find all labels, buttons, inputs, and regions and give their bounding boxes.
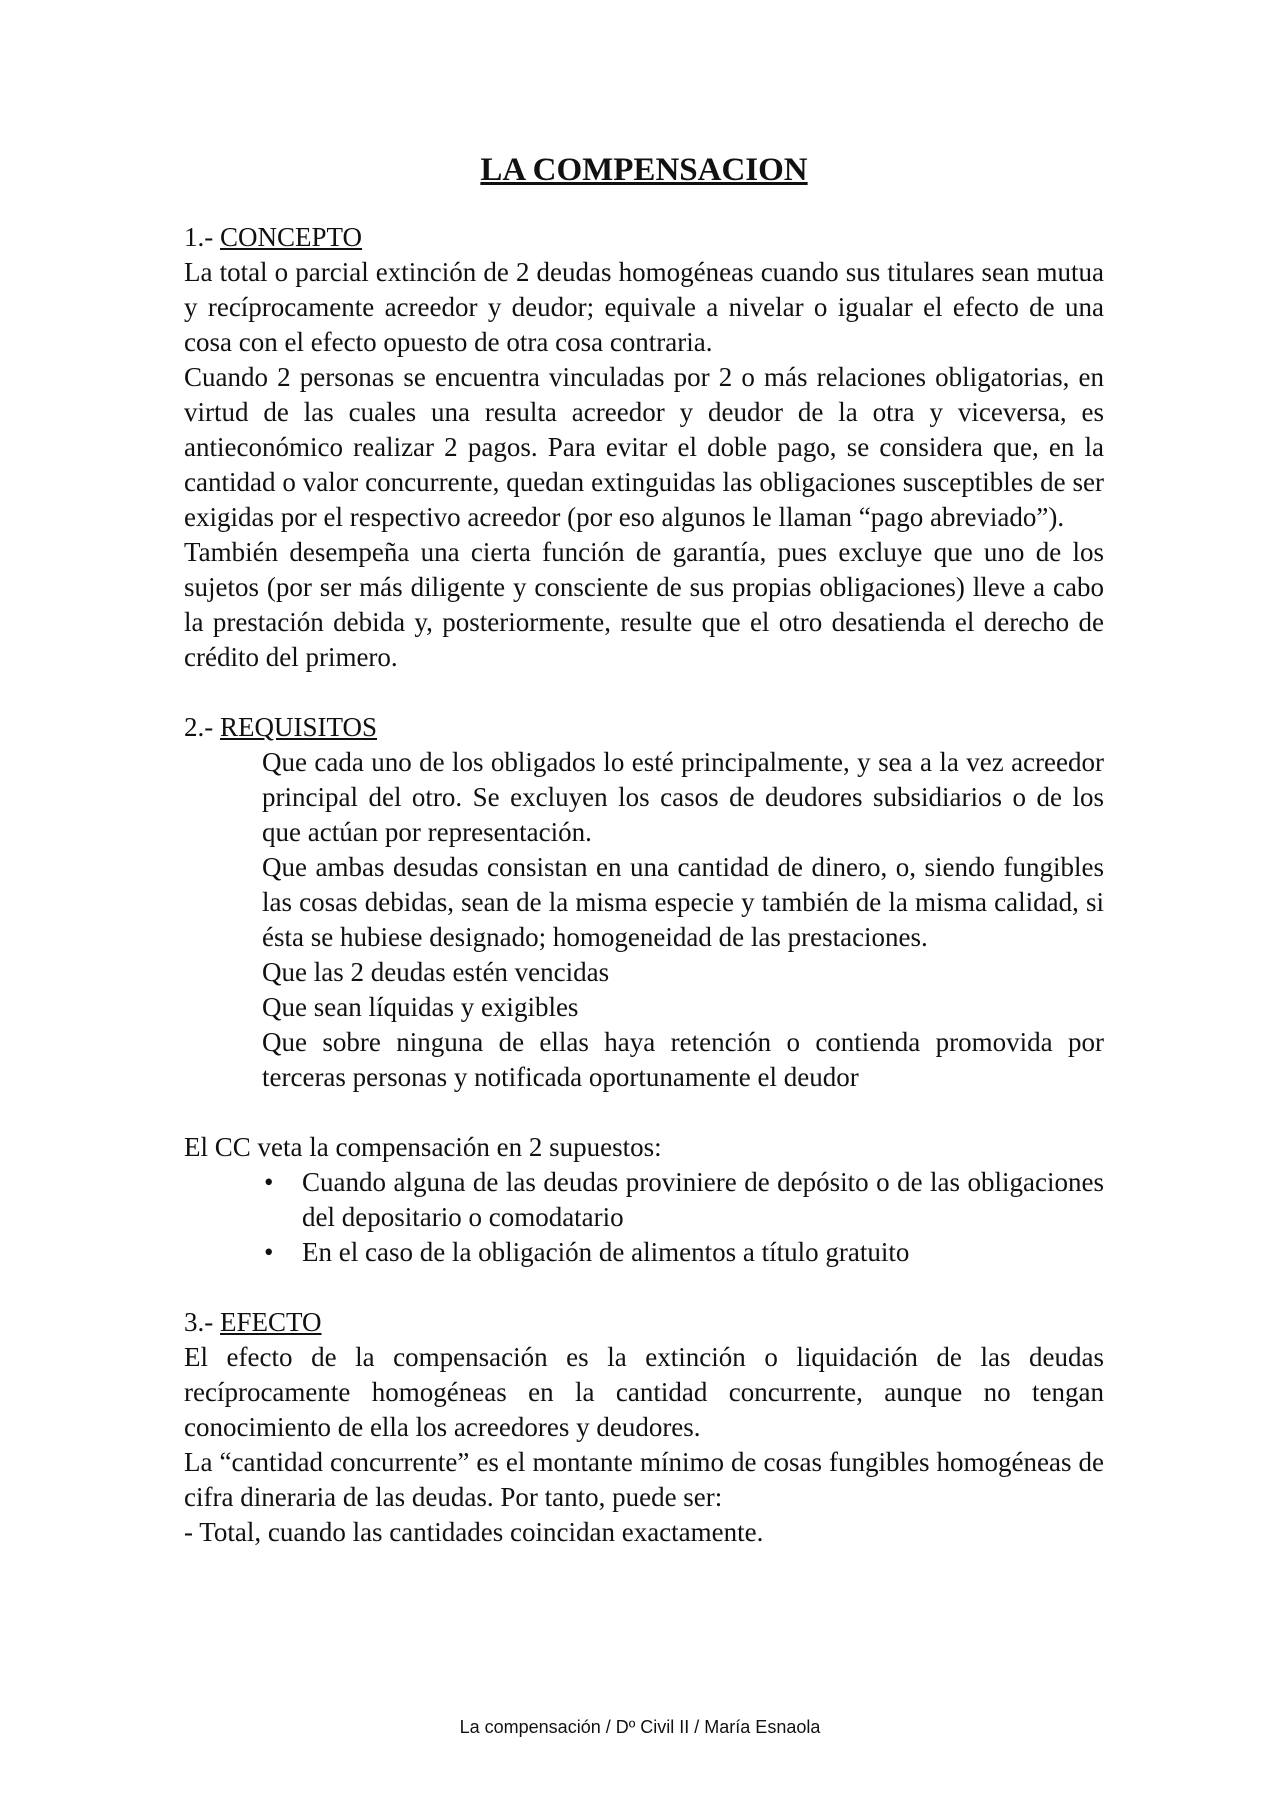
veto-intro: El CC veta la compensación en 2 supuestos:	[184, 1132, 662, 1162]
section-efecto	[184, 1305, 1104, 1550]
paragraph: La “cantidad concurrente” es el montante mínimo de cosas fungibles homogéneas de cifra dineraria de las deudas. Por tanto, puede ser:	[184, 1447, 1104, 1512]
requirement-item: Que las 2 deudas estén vencidas	[262, 957, 610, 987]
veto-item	[264, 1165, 1104, 1235]
section-title: CONCEPTO	[220, 222, 363, 252]
requirement-item: Que cada uno de los obligados lo esté principalmente, y sea a la vez acreedor principal del otro. Se excluyen los casos de deudores subsidiarios o de los que actúan por representación.	[262, 747, 1104, 847]
document-title: LA COMPENSACION	[480, 152, 808, 188]
requirement-item: Que sobre ninguna de ellas haya retención o contienda promovida por terceras personas y notificada oportunamente el deudor	[262, 1027, 1104, 1092]
section-heading	[184, 1305, 1104, 1340]
requirement-item: Que ambas desudas consistan en una cantidad de dinero, o, siendo fungibles las cosas debidas, sean de la misma especie y también de la misma calidad, si ésta se hubiese designado; homogeneidad de las prestaciones.	[262, 852, 1104, 952]
requirement-item: Que sean líquidas y exigibles	[262, 992, 579, 1022]
veto-item-text: Cuando alguna de las deudas proviniere de depósito o de las obligaciones del depositario o comodatario	[302, 1167, 1104, 1232]
spacer	[184, 675, 1104, 710]
section-number: 2.-	[184, 712, 220, 742]
paragraph: La total o parcial extinción de 2 deudas homogéneas cuando sus titulares sean mutua y recíprocamente acreedor y deudor; equivale a nivelar o igualar el efecto de una cosa con el efecto opuesto de otra cosa contraria.	[184, 257, 1104, 357]
requirements-list	[262, 745, 1104, 1095]
paragraph: El efecto de la compensación es la extinción o liquidación de las deudas recíprocamente homogéneas en la cantidad concurrente, aunque no tengan conocimiento de ella los acreedores y deudores.	[184, 1342, 1104, 1442]
veto-item	[264, 1235, 1104, 1270]
page-footer: La compensación / Dº Civil II / María Esnaola	[459, 1717, 821, 1737]
section-title: REQUISITOS	[220, 712, 378, 742]
section-number: 3.-	[184, 1307, 220, 1337]
section-title: EFECTO	[220, 1307, 322, 1337]
section-concepto	[184, 220, 1104, 675]
veto-item-text: En el caso de la obligación de alimentos a título gratuito	[302, 1237, 910, 1267]
section-heading	[184, 220, 1104, 255]
spacer	[184, 1095, 1104, 1130]
paragraph: También desempeña una cierta función de garantía, pues excluye que uno de los sujetos (por ser más diligente y consciente de sus propias obligaciones) lleve a cabo la prestación debida y, posteriormente, resulte que el otro desatienda el derecho de crédito del primero.	[184, 537, 1104, 672]
bullet-icon: •	[264, 1237, 274, 1267]
document-body	[184, 150, 1104, 1550]
paragraph: Cuando 2 personas se encuentra vinculadas por 2 o más relaciones obligatorias, en virtud de las cuales una resulta acreedor y deudor de la otra y viceversa, es antieconómico realizar 2 pagos. Para evitar el doble pago, se considera que, en la cantidad o valor concurrente, quedan extinguidas las obligaciones susceptibles de ser exigidas por el respectivo acreedor (por eso algunos le llaman “pago abreviado”).	[184, 362, 1104, 532]
section-heading	[184, 710, 1104, 745]
section-number: 1.-	[184, 222, 220, 252]
bullet-icon: •	[264, 1167, 274, 1197]
paragraph: - Total, cuando las cantidades coincidan exactamente.	[184, 1517, 764, 1547]
spacer	[184, 1270, 1104, 1305]
section-requisitos	[184, 710, 1104, 1270]
veto-list	[184, 1165, 1104, 1270]
